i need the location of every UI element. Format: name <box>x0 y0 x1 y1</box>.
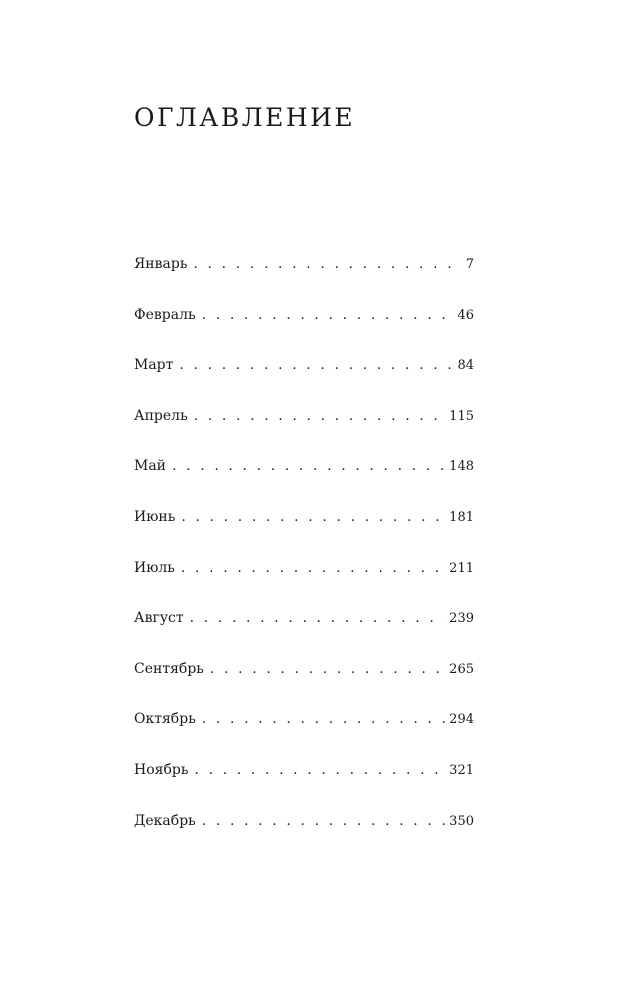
dot-leader <box>194 405 445 427</box>
toc-entry-february[interactable] <box>134 304 474 355</box>
toc-entry-january[interactable] <box>134 253 474 304</box>
dot-leader <box>190 607 446 629</box>
dot-leader <box>202 304 454 326</box>
toc-entry-label: Апрель <box>134 407 188 424</box>
toc-entry-label: Сентябрь <box>134 660 204 677</box>
toc-entry-label: Август <box>134 610 184 627</box>
toc-entry-page-number: 350 <box>449 813 474 829</box>
toc-entry-label: Март <box>134 357 174 374</box>
toc-entry-page-number: 239 <box>449 611 474 627</box>
toc-entry-page-number: 265 <box>449 661 474 677</box>
page-title: ОГЛАВЛЕНИЕ <box>134 103 356 132</box>
dot-leader <box>172 455 445 477</box>
toc-entry-june[interactable] <box>134 506 474 557</box>
toc-entry-label: Июль <box>134 559 175 576</box>
toc-entry-may[interactable] <box>134 455 474 506</box>
toc-entry-page-number: 46 <box>457 307 474 323</box>
dot-leader <box>202 810 445 832</box>
dot-leader <box>193 253 461 275</box>
toc-entry-label: Октябрь <box>134 711 196 728</box>
dot-leader <box>179 354 453 376</box>
toc-entry-page-number: 294 <box>449 712 474 728</box>
toc-entry-label: Февраль <box>134 306 196 323</box>
toc-entry-label: Май <box>134 458 167 475</box>
toc-entry-october[interactable] <box>134 708 474 759</box>
toc-entry-page-number: 321 <box>449 762 474 778</box>
toc-entry-label: Январь <box>134 256 188 272</box>
toc-entry-march[interactable] <box>134 354 474 405</box>
toc-entry-july[interactable] <box>134 557 474 608</box>
toc-entry-page-number: 211 <box>449 560 474 576</box>
toc-entry-page-number: 84 <box>457 358 474 374</box>
dot-leader <box>194 759 445 781</box>
toc-entry-page-number: 115 <box>449 408 474 424</box>
toc-entry-page-number: 7 <box>465 257 474 272</box>
toc-entry-november[interactable] <box>134 759 474 810</box>
dot-leader <box>202 708 445 730</box>
toc-entry-december[interactable] <box>134 810 474 861</box>
dot-leader <box>181 557 445 579</box>
dot-leader <box>181 506 445 528</box>
toc-entry-april[interactable] <box>134 405 474 456</box>
dot-leader <box>210 658 445 680</box>
toc-entry-september[interactable] <box>134 658 474 709</box>
toc-entry-label: Июнь <box>134 508 176 525</box>
toc-entry-page-number: 181 <box>449 509 474 525</box>
toc-entry-august[interactable] <box>134 607 474 658</box>
toc-entry-label: Ноябрь <box>134 761 189 778</box>
toc-entry-label: Декабрь <box>134 812 196 829</box>
table-of-contents <box>134 253 474 860</box>
toc-entry-page-number: 148 <box>449 459 474 475</box>
